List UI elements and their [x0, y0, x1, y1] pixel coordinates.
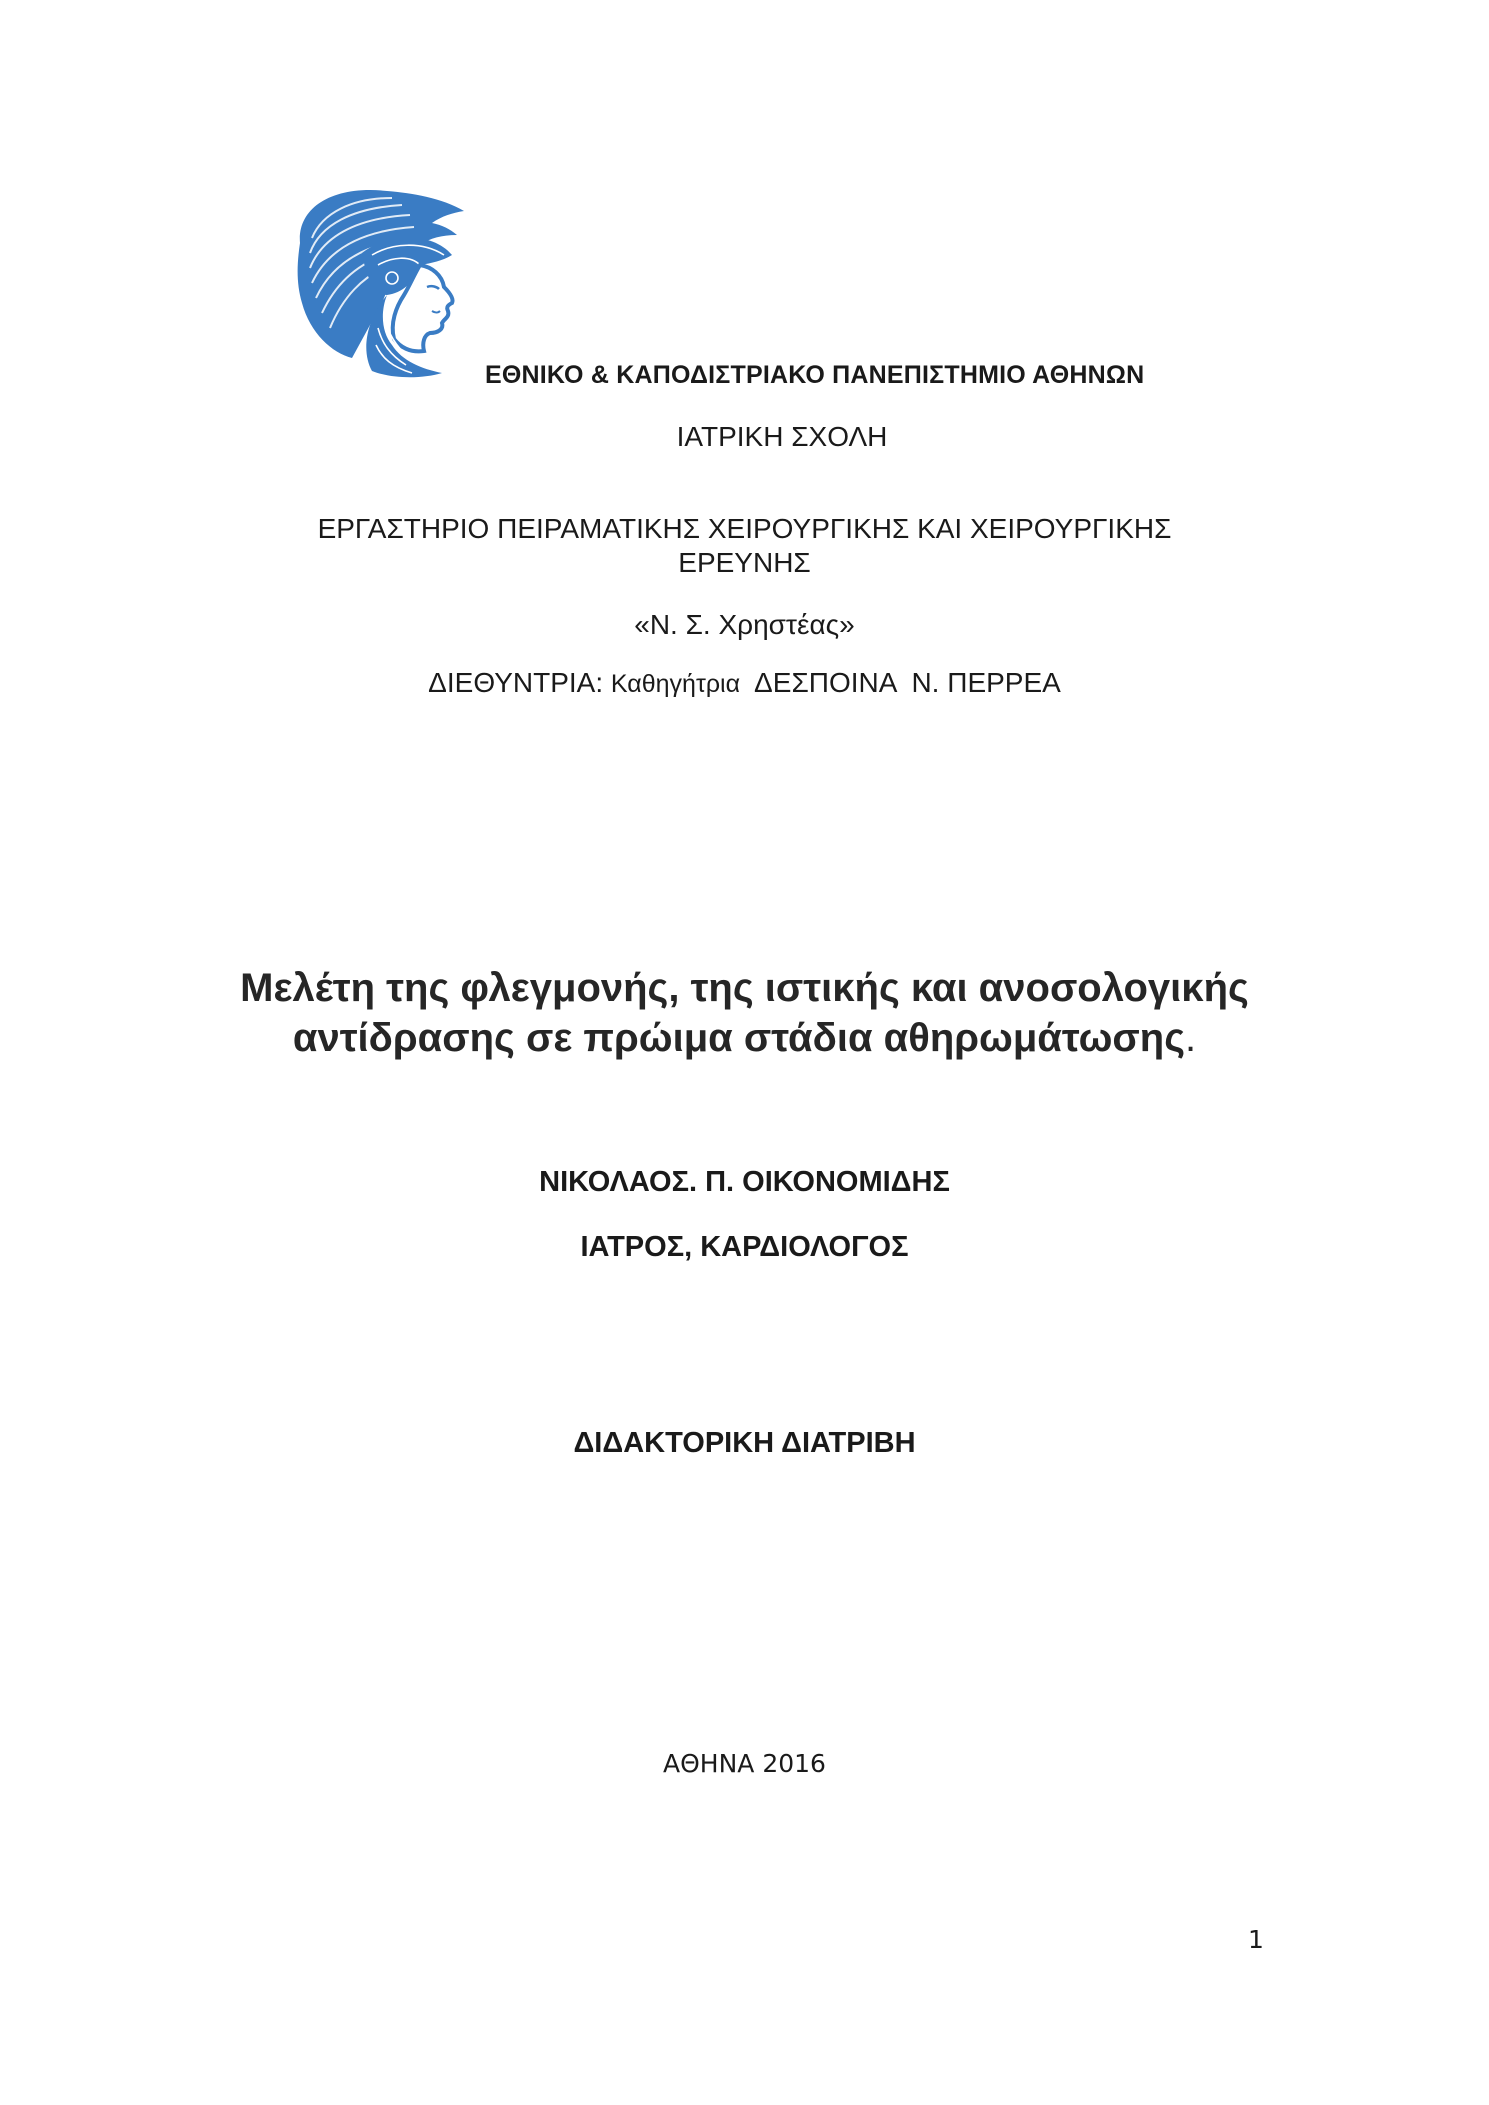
thesis-title-line-2 [0, 1013, 1489, 1063]
athena-head-logo-icon [292, 183, 482, 383]
thesis-type: ΔΙΔΑΚΤΟΡΙΚΗ ΔΙΑΤΡΙΒΗ [573, 1427, 916, 1459]
thesis-title [0, 963, 1489, 1063]
author-profession: ΙΑΤΡΟΣ, ΚΑΡΔΙΟΛΟΓΟΣ [580, 1231, 909, 1263]
laboratory-name [0, 512, 1489, 580]
laboratory-line-1: ΕΡΓΑΣΤΗΡΙΟ ΠΕΙΡΑΜΑΤΙΚΗΣ ΧΕΙΡΟΥΡΓΙΚΗΣ ΚΑΙ ΧΕΙΡΟΥΡΓΙΚΗΣ [317, 513, 1172, 544]
director-label: ΔΙΕΘΥΝΤΡΙΑ: [428, 667, 611, 698]
director-line [0, 667, 1489, 699]
laboratory-line-2: ΕΡΕΥΝΗΣ [678, 547, 811, 578]
thesis-title-line-2-text: αντίδρασης σε πρώιμα στάδια αθηρωμάτωσης [292, 1016, 1186, 1060]
director-rank: Καθηγήτρια [610, 670, 741, 698]
director-name: ΔΕΣΠΟΙΝΑ Ν. ΠΕΡΡΕΑ [740, 667, 1061, 698]
school-name: ΙΑΤΡΙΚΗ ΣΧΟΛΗ [676, 421, 888, 452]
university-name: ΕΘΝΙΚΟ & ΚΑΠΟΔΙΣΤΡΙΑΚΟ ΠΑΝΕΠΙΣΤΗΜΙΟ ΑΘΗΝΩΝ [485, 361, 1145, 389]
author-name: ΝΙΚΟΛΑΟΣ. Π. ΟΙΚΟΝΟΜΙΔΗΣ [539, 1166, 950, 1198]
thesis-title-period: . [1185, 1016, 1197, 1060]
thesis-title-line-1: Μελέτη της φλεγμονής, της ιστικής και ανοσολογικής [240, 966, 1249, 1010]
laboratory-eponym: «Ν. Σ. Χρηστέας» [634, 609, 855, 640]
place-year: ΑΘΗΝΑ 2016 [663, 1749, 826, 1778]
page-number: 1 [1248, 1925, 1264, 1954]
